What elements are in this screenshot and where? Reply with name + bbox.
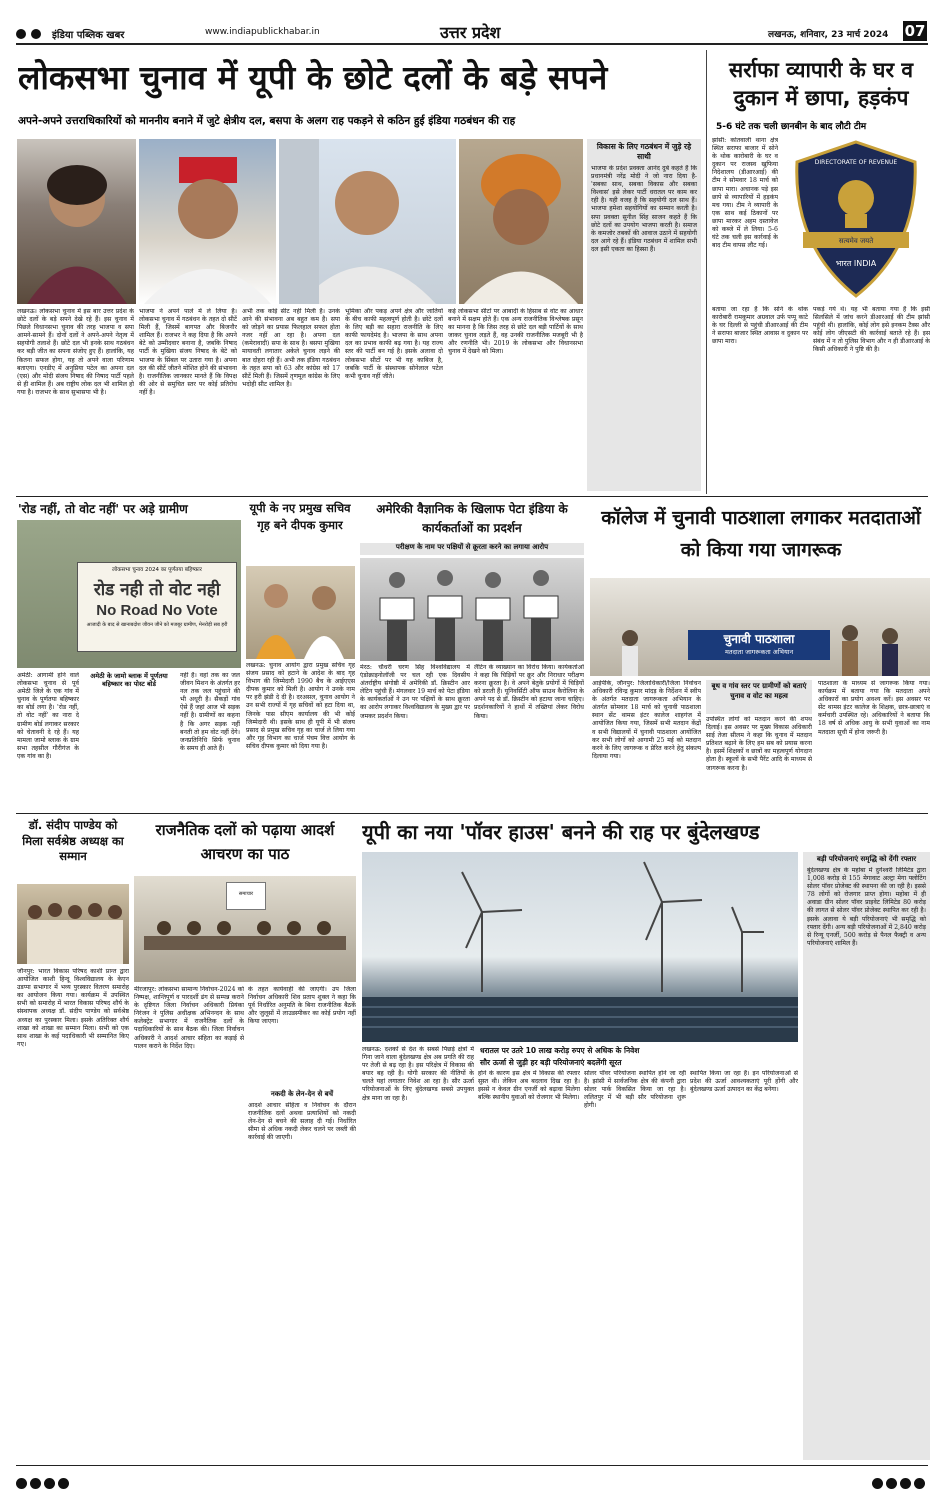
- page-number: 07: [904, 22, 926, 40]
- college-col-1: आईपीके, जौनपुर: जिलाधिकारी/जिला निर्वाचन अधिकारी रविन्द्र कुमार मांदड़ के निर्देशन में स्वीप के अंतर्गत मतदाता जागरूकता अभियान के अंतर्गत सोमवार 18 मार्च को चुनावी पाठशाला स्थान सेंट थामस इंटर कालेज शाहगंज में आयोजित किया गया, जिसमें सभी मतदान केंद्रों व सभी विद्यालयों में चुनावी पाठशाला आयोजित कर सभी लोगों को आगामी 25 मई को मतदान करने के लिए जागरूक व प्रेरित करने हेतु संकल्प दिलाया गया।: [592, 680, 701, 760]
- paper-name: इंडिया पब्लिक खबर: [52, 30, 125, 41]
- raid-col-2: बताया जा रहा है कि सोने के थोक कारोबारी रामकुमार अग्रवाल उर्फ पप्पू काटे के घर दिल्ली से पहुंची डीआरआई की टीम ने सराफा बाजार स्थित आवास व दुकान पर छापा मारा।: [712, 306, 808, 346]
- banner-english-text: No Road No Vote: [96, 602, 218, 619]
- lead-col-5: कई लोकसभा सीटों पर आबादी के हिसाब से वोट का आधार बनाने में सक्षम होते हैं। एक अन्य राजनीतिक विश्लेषक प्रसून का मानना है कि जिस तरह से छोटे दल बड़ी पार्टियों के साथ जाकर चुनाव लड़ते हैं, वह उनकी राजनीतिक मजबूरी भी है और रणनीति भी। 2019 के लोकसभा और विधानसभा चुनाव में देखने को मिला।: [448, 308, 583, 356]
- college-headline: कॉलेज में चुनावी पाठशाला लगाकर मतदाताओं को किया गया जागरूक: [601, 507, 921, 561]
- conduct-col-2: के तहत कार्यवाही की जाएगी। उप जिला निर्वाचन अधिकारी शिव प्रताप शुक्ल ने कहा कि पूर्व निर्धारित अनुमति के बिना राजनीतिक बैठकें और जुलूसों में लाउडस्पीकर का कोई प्रयोग नहीं किया जाएगा।: [248, 986, 356, 1026]
- column-rule: [706, 50, 707, 494]
- college-box-title: बूथ व गांव स्तर पर ग्रामीणों को बताएं चुनाव व वोट का महत्व: [711, 682, 807, 700]
- college-photo: [590, 578, 930, 676]
- lead-photo-1: [17, 139, 136, 304]
- logo-top-text: DIRECTORATE OF REVENUE: [814, 159, 898, 166]
- screen-text: समाचार: [238, 891, 254, 897]
- sandeep-text: जौनपुर: भारत विकास परिषद काशी प्रान्त द्वारा आयोजित काशी हिन्दू विश्वविद्यालय के केएन उडप्पा सभागार में भव्य पुरस्कार वितरण समारोह का आयोजन किया गया। कार्यक्रम में उपस्थित सभी को समारोह में भारत विकास परिषद शौर्य के संस्थापक अध्यक्ष डॉ. संदीप पाण्डेय को सर्वश्रेष्ठ अध्यक्ष का पुरस्कार मिला। इसके अतिरिक्त शौर्य शाखा को शाखा का सम्मान मिला। सभी को एक साथ शाखा के कई पदाधिकारी भी सम्मानित किए गए।: [17, 968, 129, 1048]
- road-photo-caption: अमेठी के जामो ब्लाक में पूर्णतया बहिष्कार का पोस्ट बोर्ड: [90, 672, 168, 688]
- conduct-bold-para: नकदी के लेन-देन से बचें: [270, 1090, 334, 1098]
- dot: [30, 1478, 41, 1489]
- meeting-table-icon: [134, 876, 356, 982]
- person-silhouette-icon: [139, 139, 276, 304]
- person-silhouette-icon: [17, 139, 136, 304]
- banner-main-text: रोड नही तो वोट नही: [93, 580, 221, 600]
- sandeep-headline: डॉ. संदीप पाण्डेय को मिला सर्वश्रेष्ठ अध्यक्ष का सम्मान: [22, 818, 124, 863]
- college-box: [706, 680, 812, 714]
- power-col-4: स्थापित किया जा रहा है। इन परियोजनाओं से प्रदेश की ऊर्जा आवश्यकताएं पूरी होंगी और बुंदेलखण्ड ऊर्जा उत्पादन का केंद्र बनेगा।: [690, 1070, 798, 1094]
- stage-people-icon: [590, 578, 930, 676]
- peta-col-1: मेरठ: चौधरी चरण सिंह विश्वविद्यालय में एंडोक्राइनोलॉजी पर चल रही एक दिवसीय अंतर्राष्ट्रीय संगोष्ठी में अमेरिकी डॉ. क्रिस्टीन आर लेटिन पहुंची हैं। मंगलवार 19 मार्च को पेटा इंडिया के कार्यकर्ताओं ने उन पर पक्षियों के साथ क्रूरता का आरोप लगाकर विश्वविद्यालय के मुख्य द्वार पर जमकर प्रदर्शन किया।: [360, 664, 470, 720]
- dri-logo: [783, 136, 929, 304]
- dot: [44, 1478, 55, 1489]
- road-photo: [17, 520, 241, 668]
- power-photo: [362, 852, 798, 1042]
- road-headline: 'रोड नहीं, तो वोट नहीं' पर अड़े ग्रामीण: [18, 502, 188, 516]
- header-dots: [16, 24, 41, 43]
- raid-col-3: पकड़े गये थे। यह भी बताया गया है कि इसी सिलसिले में जांच करने डीआरआई की टीम झांसी पहुंची थी। हालांकि, कोई लोग इसे इनकम टैक्स और कोई लोग जीएसटी की कार्रवाई बताते रहे हैं। इस संबंध में न तो पुलिस विभाग और न ही डीआरआई के किसी अधिकारी ने पुष्टि की है।: [813, 306, 930, 354]
- lead-col-3: अभी तक कोई सीट नहीं मिली है। उनके आने की संभावना अब बहुत कम है। सपा को जोड़ने का प्रयास फिलहाल सफल होता नजर नहीं आ रहा है। अपना दल (कमेरावादी) सपा के साथ है। बसपा मुखिया मायावती लगातार अकेले चुनाव लड़ने की बात दोहरा रही हैं। अभी तक इंडिया गठबंधन के तहत सपा को 63 और कांग्रेस को 17 सीटें मिली हैं। जिसमें तृणमूल कांग्रेस के लिए भदोही सीट शामिल है।: [242, 308, 340, 388]
- lead-col-1: लखनऊ। लोकसभा चुनाव में इस बार उत्तर प्रदेश के छोटे दलों के बड़े सपने देखे रहे हैं। इस चुनाव में पिछले विधानसभा चुनाव की तरह भाजपा व सपा आमने-सामने हैं। दोनों दलों ने अपने-अपने नेतृत्व में सहयोगी तलाशे हैं। छोटे दल भी इनके साथ गठबंधन कर बड़ी जीत का सपना संजोए हुए हैं। हालांकि, यह कितना सफल होगा, यह तो अपने वाला परिणाम बताएगा। एनडीए में अनुप्रिया पटेल का अपना दल (एस) और मोदी संजय निषाद की निषाद पार्टी पहले से ही शामिल हैं। अब राष्ट्रीय लोक दल भी शामिल हो गया है। राजभर के साथ सुभासपा भी है।: [17, 308, 134, 396]
- footer-dots-left: [16, 1474, 72, 1493]
- secretary-photo: [246, 566, 355, 659]
- dri-badge-icon: [783, 136, 929, 304]
- person-silhouette-icon: [279, 139, 456, 304]
- protesters-icon: [360, 558, 584, 661]
- lead-subhead: अपने-अपने उत्तराधिकारियों को माननीय बनाने में जुटे क्षेत्रीय दल, बसपा के अलग राह पकड़ने से कठिन हुई इंडिया गठबंधन की राह: [18, 115, 516, 127]
- power-box: [803, 852, 930, 1460]
- protest-banner: [77, 562, 237, 652]
- road-col-2: नहीं है। वहां तक का जल जीवन मिशन के अंतर्गत हर नल तक जल पहुंचाने की भी अधूरी है। सैकड़ों गांव ऐसे हैं जहां आज भी सड़क नहीं है। ग्रामीणों का कहना है कि अगर सड़क नहीं बनती तो हम वोट नहीं देंगे। जनप्रतिनिधि सिर्फ चुनाव के समय ही आते हैं।: [180, 672, 240, 752]
- alliance-box-text: भाजपा के प्रदेश प्रवक्ता आनंद दुबे कहते हैं कि प्रधानमंत्री नरेंद्र मोदी ने जो नारा दिया है- 'सबका साथ, सबका विकास और सबका विश्वास' इसे लेकर पार्टी धरातल पर काम कर रही है। यही वजह है कि सहयोगी दल साथ हैं। भाजपा हमेशा सहयोगियों का सम्मान करती है। सपा प्रवक्ता सुनील सिंह साजन कहते हैं कि छोटे दलों का उपयोग भाजपा करती है। समाज के कमजोर तबकों की आवाज उठाने में सहयोगी दल आगे रहे हैं। इंडिया गठबंधन में शामिल सभी दल इसी एकता का हिस्सा हैं।: [591, 165, 697, 253]
- power-bullet-2: सौर ऊर्जा से जुड़ी हर बड़ी परियोजनाएं बदलेंगी सूरत: [480, 1058, 622, 1067]
- conduct-col-1: मीरजापुर: लोकसभा सामान्य निर्वाचन-2024 को निष्पक्ष, शान्तिपूर्ण व पारदर्शी ढंग से सम्पन्न कराने के दृष्टिगत जिला निर्वाचन अधिकारी प्रियंका निरंजन ने पुलिस अधीक्षक अभिनन्दन के साथ कलेक्ट्रेट सभागार में राजनैतिक दलों के पदाधिकारियों के साथ बैठक की। जिला निर्वाचन अधिकारी ने आदर्श आचार संहिता का कड़ाई से पालन कराने के निर्देश दिए।: [134, 986, 244, 1050]
- logo-bottom-text: भारत INDIA: [835, 259, 877, 268]
- lead-photo-4: [459, 139, 583, 304]
- college-col-2: उपस्थित लोगों को मतदान करने की शपथ दिलाई। इस अवसर पर मुख्य विकास अधिकारी साई तेजा सीलम ने कहा कि चुनाव में मतदान प्रतिशत बढ़ाने के लिए हम सब को प्रयास करना है। इसमें शिक्षकों व छात्रों का महत्वपूर्ण योगदान होता है। स्कूलों के सभी पैरेंट आदि के माध्यम से जागरूक करना है।: [706, 716, 812, 772]
- dot: [900, 1478, 911, 1489]
- footer-rule: [16, 1465, 928, 1466]
- lead-col-4: भूमिका और पकड़ अपने क्षेत्र और जातियों के बीच काफी महत्वपूर्ण होती है। छोटे दलों के लिए बड़ी का सहारा राजनीति के लिए काफी फायदेमंद है। भाजपा के साथ अपना दल का प्रभाव काफी बढ़ गया है। यह राज्य स्तर की पार्टी बन गई है। इसके अलावा दो लोकसभा सीटों पर भी यह काबिज है, जबकि पार्टी के संस्थापक सोनेलाल पटेल कभी चुनाव नहीं जीते।: [345, 308, 443, 380]
- power-bullet-1: धरातल पर उतरे 10 लाख करोड़ रुपए से अधिक के निवेश: [480, 1046, 640, 1055]
- lead-photo-2: [139, 139, 276, 304]
- power-box-title: बड़ी परियोजनाएं समृद्धि को देंगी रफ्तार: [816, 855, 917, 863]
- dot: [886, 1478, 897, 1489]
- raid-subhead: 5-6 घंटे तक चली छानबीन के बाद लौटी टीम: [716, 122, 867, 132]
- banner-foot-text: आजादी के बाद से खानाबदोश जीवन जीने को मजबूर ग्रामीण, मेनरोड़ी सब हरी: [86, 622, 228, 628]
- group-photo-icon: [17, 884, 129, 964]
- peta-col-2: लैटिन के व्याख्यान का विरोध किया। कार्यकर्ताओं ने कहा कि चिड़ियों पर क्रूर और निराधार परीक्षण करना क्रूरता है। वे अपने बेतुके प्रयोगों में चिड़ियों को डराती हैं। यूनिवर्सिटी ऑफ साउथ कैरोलिना के अपने पद से डॉ. क्रिस्टीन को हटाया जाना चाहिए। प्रदर्शनकारियों ने हाथों में तख्तियां लेकर विरोध किया।: [474, 664, 584, 720]
- power-col-2: होने के कारण इस क्षेत्र में विकास की रफ्तार सुस्त थी। लेकिन अब बदलाव दिख रहा है। इससे न केवल ग्रीन एनर्जी को बढ़ावा मिलेगा बल्कि स्थानीय युवाओं को रोजगार भी मिलेगा।: [478, 1070, 580, 1102]
- alliance-box: [587, 139, 701, 491]
- secretary-text: लखनऊ: चुनाव आयोग द्वारा प्रमुख सचिव गृह संजय प्रसाद को हटाने के आदेश के बाद गृह विभाग की जिम्मेदारी 1990 बैच के आईएएस दीपक कुमार को मिली है। आयोग ने उनके नाम पर हरी झंडी दे दी है। दरअसल, चुनाव आयोग ने उन सभी राज्यों में गृह सचिवों को हटा दिया था, जिनके पास सीएम कार्यालय की भी कोई जिम्मेदारी थी। इसके साथ ही यूपी में भी संजय प्रसाद से प्रमुख सचिव गृह का चार्ज ले लिया गया और गृह विभाग का चार्ज पंचम वित्त आयोग के सचिव दीपक कुमार को दिया गया है।: [246, 662, 355, 750]
- dot: [16, 1478, 27, 1489]
- peta-headline: अमेरिकी वैज्ञानिक के खिलाफ पेटा इंडिया के कार्यकर्ताओं का प्रदर्शन: [376, 502, 568, 535]
- dot: [58, 1478, 69, 1489]
- conduct-photo: [134, 876, 356, 982]
- dot: [914, 1478, 925, 1489]
- lead-headline: लोकसभा चुनाव में यूपी के छोटे दलों के बड़े सपने: [18, 58, 608, 97]
- website-link[interactable]: www.indiapublickhabar.in: [205, 27, 320, 37]
- peta-subhead: परीक्षण के नाम पर पक्षियों से क्रूरता करने का लगाया आरोप: [360, 543, 584, 555]
- power-box-text: बुंदेलखण्ड क्षेत्र के महोबा में दुर्गेश्वरी लिमिटेड द्वारा 1,008 करोड़ से 155 मेगावाट अल्ट्रा मेगा फ्लोटिंग सोलर पॉवर प्रोजेक्ट की स्थापना की जा रही है। इससे 78 लोगों को रोजगार प्राप्त होगा। महोबा में ही अवाडा ग्रीन सोलर पॉवर प्राइवेट लिमिटेड 80 करोड़ की लागत से सोलर पॉवर प्रोजेक्ट स्थापित कर रही है। इसके अलावा ये बड़ी परियोजनाएं भी समृद्धि को रफ्तार देंगी। अन्य बड़ी परियोजनाओं में 2,840 करोड़ से रिन्यू एनर्जी, 500 करोड़ से पैनल फैक्ट्री व अन्य परियोजनाएं शामिल हैं।: [807, 867, 926, 947]
- banner-small-text: लोकसभा चुनाव 2024 का पूर्णतया बहिष्कार: [112, 567, 202, 573]
- sandeep-photo: [17, 884, 129, 964]
- power-col-1: लखनऊ: दशकों से देश के सबसे पिछड़े क्षेत्रों में गिना जाने वाला बुंदेलखण्ड क्षेत्र अब प्रगति की राह पर तेजी से बढ़ रहा है। इस परिक्षेत्र में विकास की बयार बह रही है। योगी सरकार की नीतियों के चलते यहां लगातार निवेश आ रहा है। सौर ऊर्जा परियोजनाओं के लिए बुंदेलखण्ड सबसे उपयुक्त क्षेत्र माना जा रहा है।: [362, 1046, 474, 1102]
- power-headline: यूपी का नया 'पॉवर हाउस' बनने की राह पर बुंदेलखण्ड: [362, 820, 760, 844]
- footer-dots-right: [872, 1474, 928, 1493]
- lead-col-2: भाजपा ने अपने पाले में ले लिया है। लोकसभा चुनाव में गठबंधन के तहत दो सीटें मिली हैं, जिसमें बागपत और बिजनौर शामिल हैं। राजभर ने कह दिया है कि अपने बेटे को उम्मीदवार बनाना है, जबकि निषाद पार्टी के मुखिया संजय निषाद के बेटे को भाजपा के सिंबल पर उतारा गया है। अपना दल की सीटें जीतने मोशित होने की संभावना है। राजनीतिक जानकार मानते हैं कि विपक्ष की ओर से समुचित स्तर पर कोई प्रतिरोध नहीं है।: [139, 308, 237, 396]
- lead-photo-3: [279, 139, 456, 304]
- alliance-box-title: विकास के लिए गठबंधन में जुड़े रहे साथी: [596, 142, 692, 161]
- dateline: लखनऊ, शनिवार, 23 मार्च 2024: [768, 30, 889, 40]
- secretary-headline: यूपी के नए प्रमुख सचिव गृह बने दीपक कुमार: [249, 501, 351, 532]
- power-col-3: सोलर पॉवर परियोजना स्थापित होने जा रही है। झांसी में सार्वजनिक क्षेत्र की कंपनी द्वारा सोलर पार्क विकसित किया जा रहा है। ललितपुर में भी बड़ी सौर परियोजना शुरू होगी।: [584, 1070, 686, 1110]
- college-banner-title: चुनावी पाठशाला: [723, 632, 795, 646]
- wind-solar-icon: [362, 852, 798, 1042]
- conduct-headline: राजनैतिक दलों को पढ़ाया आदर्श आचरण का पाठ: [155, 821, 335, 863]
- college-col-3: पाठशाला के माध्यम से जागरूक किया गया। कार्यक्रम में बताया गया कि मतदाता अपने अधिकारों का प्रयोग अवश्य करें। इस अवसर पर सेंट थामस इंटर कालेज के शिक्षक, छात्र-छात्राएं व कर्मचारी उपस्थित रहे। अधिकारियों ने बताया कि 18 वर्ष से अधिक आयु के सभी युवाओं का नाम मतदाता सूची में होना जरूरी है।: [818, 680, 930, 736]
- road-col-1: अमेठी: आगामी होने वाले लोकसभा चुनाव से पूर्व अमेठी जिले के एक गांव में चुनाव के पूर्णतया बहिष्कार का बोर्ड लगा है। 'रोड नहीं, तो वोट नहीं' का नारा दे ग्रामीण बोर्ड लगाकर सरकार को चेतावनी दे रहे हैं। यह मामला जामो ब्लाक के ग्राम सभा तहसील गौरीगंज के एक गांव का है।: [17, 672, 79, 760]
- section-rule: [16, 813, 928, 814]
- header-rule: [16, 43, 928, 45]
- people-icon: [246, 566, 355, 659]
- raid-col-1: झांसी: कोतवाली थाना क्षेत्र स्थित सराफा बाजार में सोने के थोक कारोबारी के घर व दुकान पर राजस्व खुफिया निदेशालय (डीआरआई) की टीम ने सोमवार 18 मार्च को छापा मारा। अचानक पड़े इस छापे से व्यापारियों में हड़कंप मच गया। टीम ने व्यापारी के एक साथ कई ठिकानों पर छापा मारकर अहम दस्तावेज को कब्जे में ले लिया। 5-6 घंटे तक चली इस कार्रवाई के बाद टीम वापस लौट गई।: [712, 137, 778, 250]
- person-silhouette-icon: [459, 139, 583, 304]
- section-title: उत्तर प्रदेश: [440, 23, 501, 42]
- conduct-col-3: आदर्श आचार संहिता व निर्वाचन के दौरान राजनीतिक दलों अथवा प्रत्याशियों को नकदी लेन-देन से बचने की सलाह दी गई। निर्धारित सीमा से अधिक नकदी लेकर चलने पर जब्ती की कार्रवाई की जाएगी।: [248, 1102, 356, 1142]
- college-banner-subtitle: मतदाता जागरूकता अभियान: [724, 648, 794, 656]
- dot: [872, 1478, 883, 1489]
- logo-ribbon-text: सत्यमेव जयते: [838, 237, 874, 245]
- peta-photo: [360, 558, 584, 661]
- raid-headline: सर्राफा व्यापारी के घर व दुकान में छापा, हड़कंप: [728, 58, 914, 110]
- section-rule: [16, 496, 928, 497]
- power-bullets: [480, 1046, 798, 1068]
